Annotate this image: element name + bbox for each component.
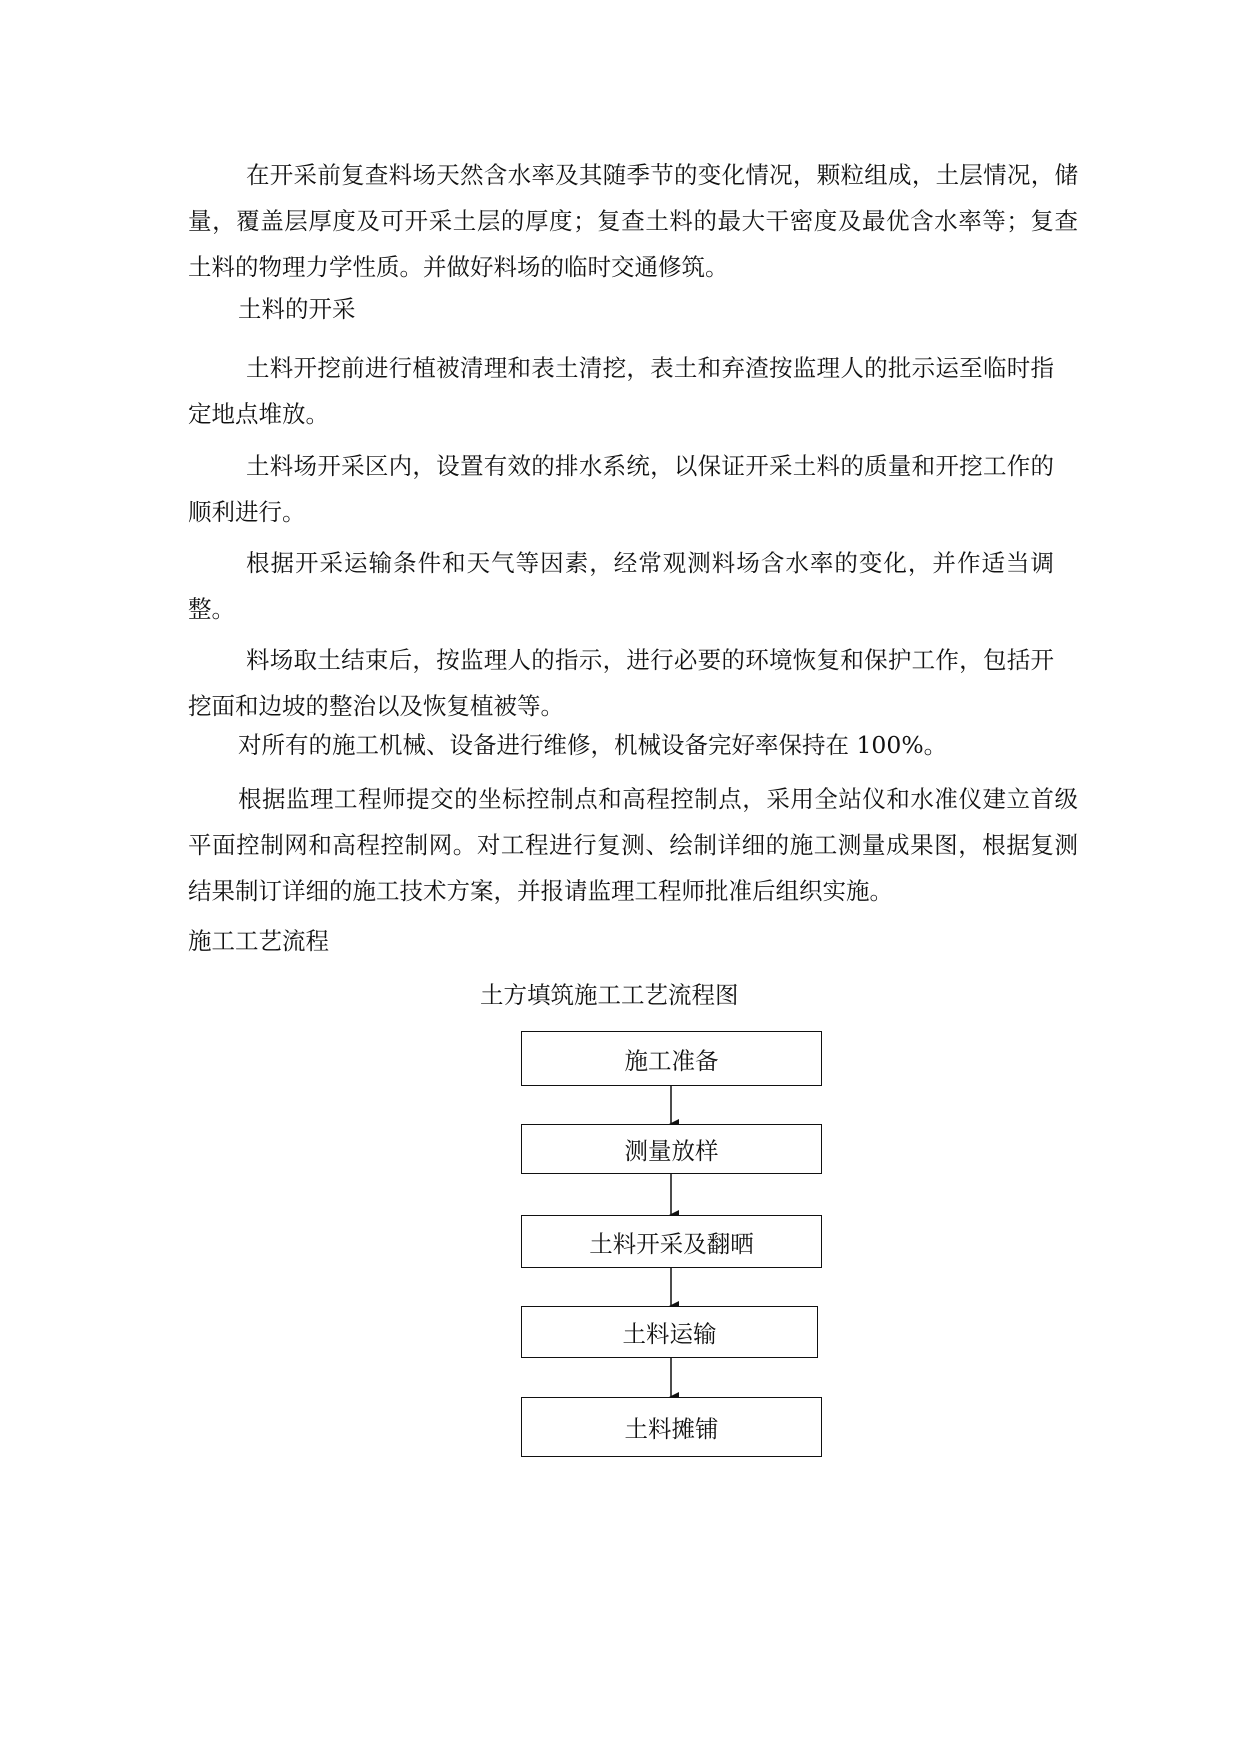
heading-text: 土料的开采 [238,295,356,323]
paragraph-vegetation-clearing [188,345,1054,437]
flow-step-transport [521,1306,818,1358]
flow-step-spreading [521,1397,822,1457]
paragraph-text: 根据开采运输条件和天气等因素，经常观测料场含水率的变化，并作适当调整。 [188,549,1054,623]
paragraph-stockyard-review [188,152,1078,290]
flow-step-label: 施工准备 [624,1046,719,1075]
flow-step-label: 土料摊铺 [624,1415,719,1443]
paragraph-control-network [188,776,1078,914]
flow-step-survey [521,1124,822,1174]
flow-step-excavation-drying [521,1215,822,1268]
flow-step-preparation [521,1031,822,1086]
heading-soil-excavation [188,286,1078,332]
paragraph-environment-restoration [188,637,1054,729]
paragraph-text: 根据监理工程师提交的坐标控制点和高程控制点，采用全站仪和水准仪建立首级平面控制网和高程控制网。对工程进行复测、绘制详细的施工测量成果图，根据复测结果制订详细的施工技术方案，并报请监理工程师批准后组织实施。 [188,785,1078,905]
flow-step-label: 测量放样 [624,1137,719,1165]
paragraph-text: 土料开挖前进行植被清理和表土清挖，表土和弃渣按监理人的批示运至临时指定地点堆放。 [188,354,1054,428]
paragraph-moisture-monitoring [188,540,1054,632]
flowchart-title: 土方填筑施工工艺流程图 [480,981,739,1009]
paragraph-equipment-maintenance [188,722,1078,768]
flow-step-label: 土料运输 [622,1320,717,1348]
paragraph-drainage [188,443,1054,535]
heading-text: 施工工艺流程 [188,927,329,955]
paragraph-text: 在开采前复查料场天然含水率及其随季节的变化情况，颗粒组成，土层情况，储量，覆盖层厚度及可开采土层的厚度；复查土料的最大干密度及最优含水率等；复查土料的物理力学性质。并做好料场的临时交通修筑。 [188,161,1078,281]
paragraph-text: 土料场开采区内，设置有效的排水系统，以保证开采土料的质量和开挖工作的顺利进行。 [188,452,1054,526]
heading-process-flow [188,918,1078,964]
paragraph-text: 对所有的施工机械、设备进行维修，机械设备完好率保持在 100%。 [238,731,948,759]
flow-step-label: 土料开采及翻晒 [589,1229,754,1258]
paragraph-text: 料场取土结束后，按监理人的指示，进行必要的环境恢复和保护工作，包括开挖面和边坡的整治以及恢复植被等。 [188,646,1054,720]
